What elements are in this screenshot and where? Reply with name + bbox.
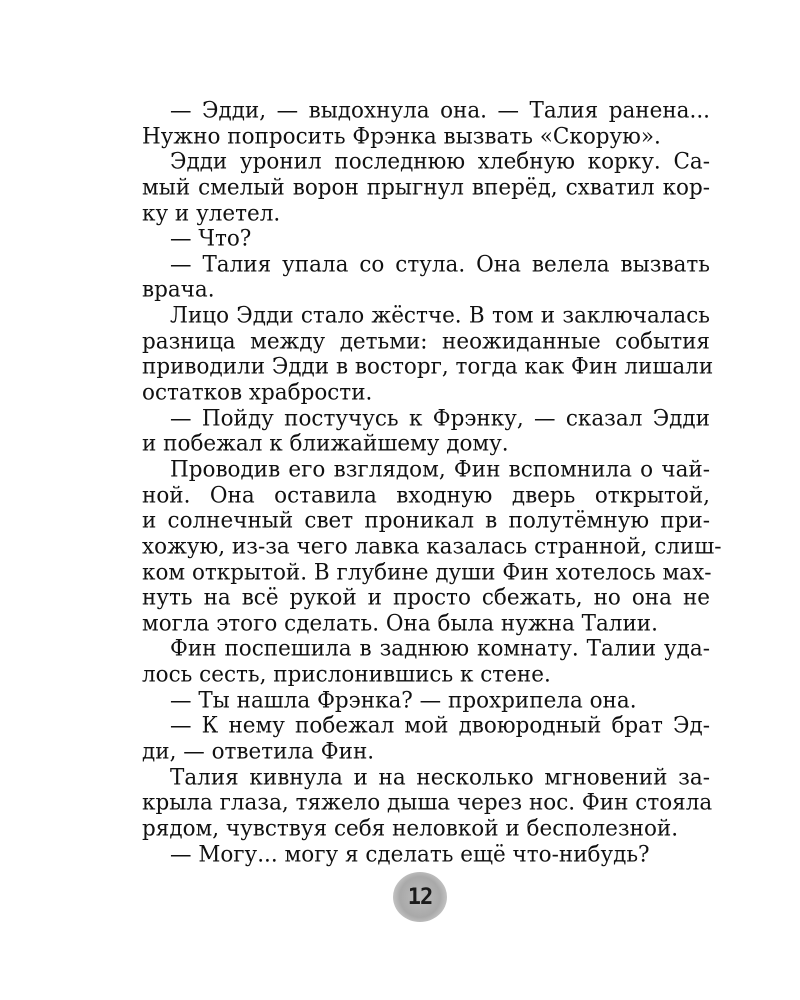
text-line: ди, — ответила Фин.	[142, 738, 375, 765]
text-line: — К нему побежал мой двоюродный брат Эд-	[170, 712, 710, 740]
text-line: Лицо Эдди стало жёстче. В том и заключалась	[170, 302, 710, 329]
text-line: Эдди уронил последнюю хлебную корку. Са-	[170, 148, 710, 176]
page-number-badge	[393, 872, 447, 922]
text-line: — Пойду постучусь к Фрэнку, — сказал Эдди	[170, 404, 710, 432]
body-text	[142, 97, 722, 868]
text-line: ком открытой. В глубине души Фин хотелось мах-	[142, 558, 712, 586]
text-line: остатков храбрости.	[142, 379, 373, 406]
text-line: мый смелый ворон прыгнул вперёд, схватил кор-	[142, 174, 710, 201]
page-number: 12	[407, 884, 433, 910]
text-line: хожую, из-за чего лавка казалась странной, слиш-	[142, 533, 722, 560]
text-line: и побежал к ближайшему дому.	[142, 430, 509, 458]
text-line: Нужно попросить Фрэнка вызвать «Скорую».	[142, 122, 661, 150]
text-line: Проводив его взглядом, Фин вспомнила о чай-	[170, 456, 710, 483]
text-line: ной. Она оставила входную дверь открытой,	[142, 481, 710, 509]
text-line: крыла глаза, тяжело дыша через нос. Фин стояла	[142, 789, 713, 817]
text-line: — Ты нашла Фрэнка? — прохрипела она.	[170, 686, 637, 714]
text-line: — Талия упала со стула. Она велела вызвать	[170, 251, 710, 278]
text-line: — Могу... могу я сделать ещё что-нибудь?	[170, 840, 650, 868]
text-line: Талия кивнула и на несколько мгновений за-	[170, 763, 710, 791]
text-line: лось сесть, прислонившись к стене.	[142, 661, 551, 688]
text-line: приводили Эдди в восторг, тогда как Фин лишали	[142, 353, 714, 381]
text-line: — Что?	[170, 225, 252, 252]
text-line: и солнечный свет проникал в полутёмную при-	[142, 507, 710, 534]
text-line: могла этого сделать. Она была нужна Талии.	[142, 610, 658, 637]
text-line: Фин поспешила в заднюю комнату. Талии уда-	[170, 635, 710, 663]
text-line: — Эдди, — выдохнула она. — Талия ранена...	[170, 97, 710, 124]
text-line: рядом, чувствуя себя неловкой и бесполезной.	[142, 815, 679, 842]
text-line: врача.	[142, 276, 215, 304]
text-line: нуть на всё рукой и просто сбежать, но она не	[142, 584, 710, 611]
text-line: разница между детьми: неожиданные события	[142, 327, 710, 355]
text-line: ку и улетел.	[142, 199, 281, 227]
